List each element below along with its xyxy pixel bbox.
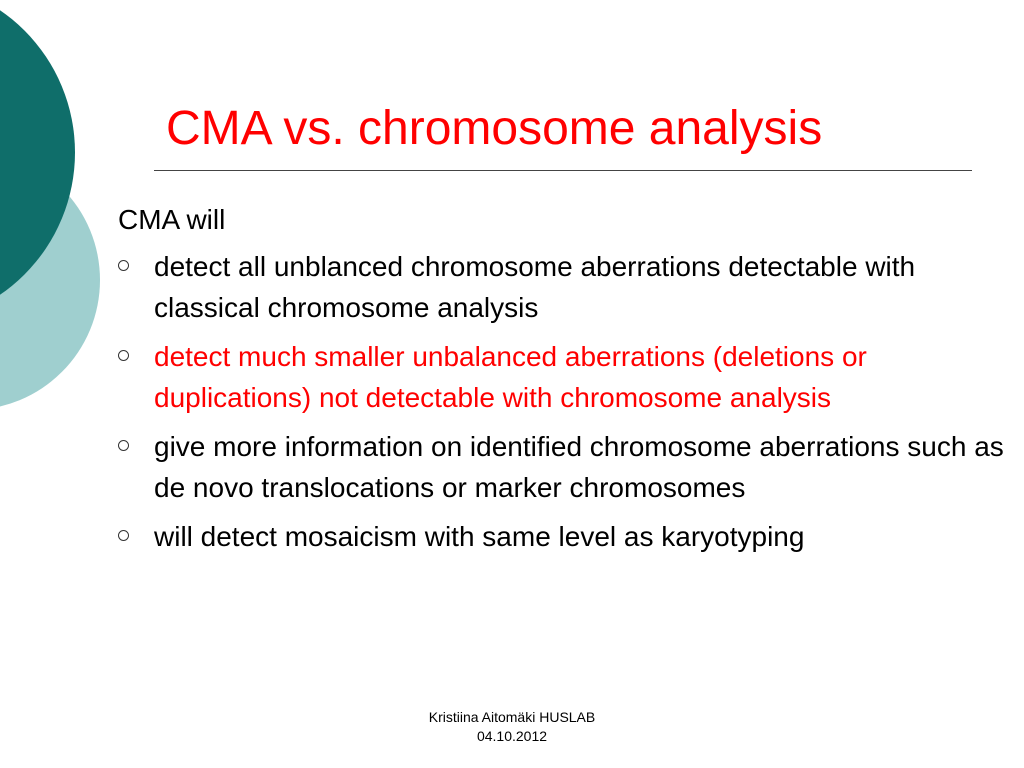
bullet-text: will detect mosaicism with same level as karyotyping: [154, 521, 805, 552]
slide-footer: [362, 708, 662, 746]
bullet-item: [118, 516, 1018, 557]
circle-bullet-icon: [118, 440, 129, 451]
title-divider: [154, 170, 972, 171]
circle-bullet-icon: [118, 260, 129, 271]
footer-author: Kristiina Aitomäki HUSLAB: [428, 709, 596, 725]
bullet-text: detect much smaller unbalanced aberrations (deletions or duplications) not detectable with chromosome analysis: [154, 341, 867, 413]
intro-text: CMA will: [118, 204, 226, 235]
footer-date: 04.10.2012: [476, 728, 548, 744]
bullet-text: give more information on identified chromosome aberrations such as de novo translocations or marker chromosomes: [154, 431, 1004, 503]
bullet-item-highlighted: [118, 336, 1018, 418]
bullet-text: detect all unblanced chromosome aberrations detectable with classical chromosome analysis: [154, 251, 916, 323]
circle-bullet-icon: [118, 530, 129, 541]
bullet-item: [118, 246, 1018, 328]
slide-content: [118, 199, 1018, 565]
slide-title: CMA vs. chromosome analysis: [166, 102, 823, 155]
bullet-item: [118, 426, 1018, 508]
circle-bullet-icon: [118, 350, 129, 361]
